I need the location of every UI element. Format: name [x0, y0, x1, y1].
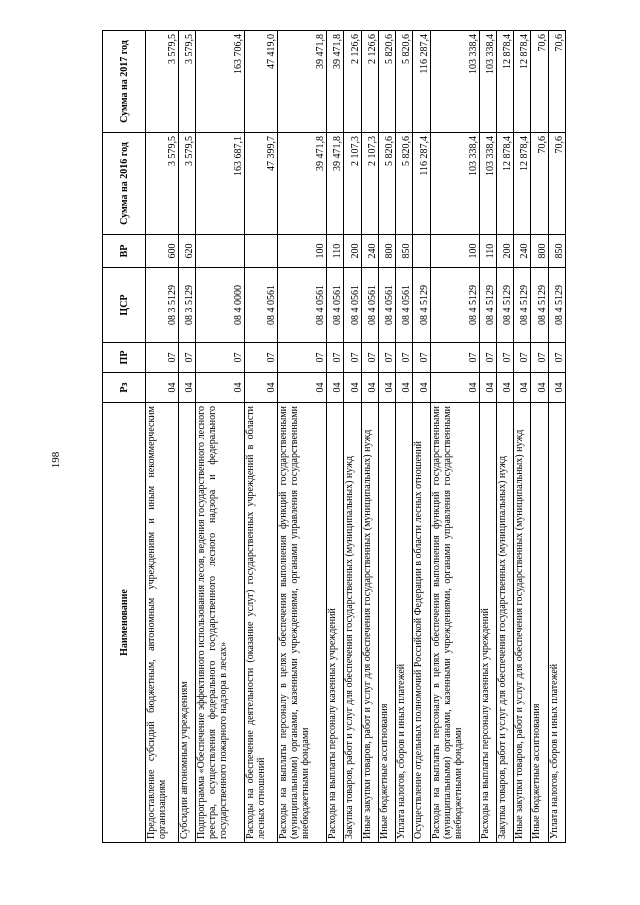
table-cell-name: Расходы на выплаты персоналу казенных учреждений [327, 403, 344, 843]
table-cell-rz: 04 [245, 373, 278, 403]
table-cell-sum-2016: 2 107,3 [361, 133, 378, 235]
table-cell-pr: 07 [146, 343, 179, 373]
table-cell-csr: 08 4 0561 [378, 268, 395, 343]
table-cell-vr: 100 [430, 235, 479, 268]
table-cell-sum-2017: 39 471,8 [278, 31, 327, 133]
table-cell-name: Иные бюджетные ассигнования [531, 403, 548, 843]
table-cell-csr: 08 4 5129 [531, 268, 548, 343]
table-cell-sum-2016: 70,6 [548, 133, 565, 235]
table-cell-csr: 08 4 0561 [396, 268, 413, 343]
table-cell-sum-2017: 163 706,4 [196, 31, 245, 133]
table-cell-sum-2017: 70,6 [548, 31, 565, 133]
table-cell-sum-2017: 3 579,5 [179, 31, 196, 133]
table-cell-sum-2016: 3 579,5 [146, 133, 179, 235]
table-cell-name: Субсидии автономным учреждениям [179, 403, 196, 843]
table-cell-pr: 07 [548, 343, 565, 373]
table-cell-name: Иные закупки товаров, работ и услуг для обеспечения государственных (муниципальных) нужд [514, 403, 531, 843]
table-cell-name: Расходы на обеспечение деятельности (оказание услуг) государственных учреждений в области лесных отношений [245, 403, 278, 843]
table-cell-rz: 04 [479, 373, 496, 403]
table-cell-sum-2017: 116 287,4 [413, 31, 430, 133]
table-row [531, 31, 548, 843]
table-cell-name: Уплата налогов, сборов и иных платежей [396, 403, 413, 843]
table-cell-name: Осуществление отдельных полномочий Российской Федерации в области лесных отношений [413, 403, 430, 843]
table-row [179, 31, 196, 843]
header-sum-2017: Сумма на 2017 год [103, 31, 146, 133]
table-cell-pr: 07 [430, 343, 479, 373]
table-cell-sum-2016: 103 338,4 [479, 133, 496, 235]
table-cell-rz: 04 [327, 373, 344, 403]
table-cell-sum-2017: 70,6 [531, 31, 548, 133]
table-cell-pr: 07 [327, 343, 344, 373]
table-cell-sum-2016: 12 878,4 [496, 133, 513, 235]
table-cell-vr: 800 [378, 235, 395, 268]
table-cell-vr: 850 [548, 235, 565, 268]
table-cell-rz: 04 [146, 373, 179, 403]
table-row [514, 31, 531, 843]
table-cell-sum-2016: 5 820,6 [378, 133, 395, 235]
table-row [413, 31, 430, 843]
table-cell-pr: 07 [396, 343, 413, 373]
table-cell-sum-2016: 3 579,5 [179, 133, 196, 235]
table-cell-csr: 08 4 5129 [548, 268, 565, 343]
table-cell-sum-2016: 12 878,4 [514, 133, 531, 235]
table-cell-csr: 08 3 5129 [179, 268, 196, 343]
table-cell-sum-2017: 47 419,0 [245, 31, 278, 133]
table-cell-csr: 08 4 5129 [413, 268, 430, 343]
table-cell-vr: 200 [496, 235, 513, 268]
table-cell-vr: 110 [479, 235, 496, 268]
table-cell-rz: 04 [430, 373, 479, 403]
table-row [196, 31, 245, 843]
table-cell-pr: 07 [514, 343, 531, 373]
table-cell-sum-2016: 47 399,7 [245, 133, 278, 235]
table-cell-name: Предоставление субсидий бюджетным, автономным учреждениям и иным некоммерческим организациям [146, 403, 179, 843]
table-cell-sum-2017: 2 126,6 [344, 31, 361, 133]
table-cell-rz: 04 [496, 373, 513, 403]
table-cell-rz: 04 [196, 373, 245, 403]
header-sum-2016: Сумма на 2016 год [103, 133, 146, 235]
table-cell-csr: 08 4 5129 [514, 268, 531, 343]
table-cell-csr: 08 4 5129 [496, 268, 513, 343]
table-row [245, 31, 278, 843]
table-cell-sum-2017: 12 878,4 [514, 31, 531, 133]
table-cell-csr: 08 3 5129 [146, 268, 179, 343]
table-cell-pr: 07 [531, 343, 548, 373]
header-pr: ПР [103, 343, 146, 373]
table-cell-name: Подпрограмма «Обеспечение эффективного использования лесов, ведения государственного лесного реестра, осуществления федерального государственного лесного надзора и федерального государственного пожарного надзора в лесах» [196, 403, 245, 843]
table-cell-rz: 04 [396, 373, 413, 403]
table-cell-name: Уплата налогов, сборов и иных платежей [548, 403, 565, 843]
table-cell-vr: 240 [514, 235, 531, 268]
rotated-table-wrapper [102, 31, 566, 843]
table-cell-sum-2017: 12 878,4 [496, 31, 513, 133]
table-cell-sum-2016: 5 820,6 [396, 133, 413, 235]
table-cell-vr [245, 235, 278, 268]
table-cell-name: Закупка товаров, работ и услуг для обеспечения государственных (муниципальных) нужд [344, 403, 361, 843]
table-cell-rz: 04 [278, 373, 327, 403]
table-cell-csr: 08 4 0561 [278, 268, 327, 343]
table-cell-rz: 04 [361, 373, 378, 403]
table-row [548, 31, 565, 843]
table-cell-sum-2016: 2 107,3 [344, 133, 361, 235]
table-cell-name: Иные бюджетные ассигнования [378, 403, 395, 843]
table-cell-sum-2017: 5 820,6 [396, 31, 413, 133]
table-cell-vr [196, 235, 245, 268]
table-row [327, 31, 344, 843]
table-cell-rz: 04 [548, 373, 565, 403]
table-cell-name: Расходы на выплаты персоналу в целях обеспечения выполнения функций государственными (муниципальными) органами, казенными учреждениями, органами управления государственными внебюджетными фондами [278, 403, 327, 843]
header-rz: Рз [103, 373, 146, 403]
table-cell-pr: 07 [196, 343, 245, 373]
table-cell-name: Расходы на выплаты персоналу казенных учреждений [479, 403, 496, 843]
table-row [361, 31, 378, 843]
table-cell-pr: 07 [378, 343, 395, 373]
table-cell-sum-2016: 163 687,1 [196, 133, 245, 235]
header-vr: ВР [103, 235, 146, 268]
table-cell-sum-2016: 70,6 [531, 133, 548, 235]
table-cell-rz: 04 [179, 373, 196, 403]
table-row [146, 31, 179, 843]
table-cell-vr: 850 [396, 235, 413, 268]
table-cell-pr: 07 [413, 343, 430, 373]
table-cell-vr: 110 [327, 235, 344, 268]
table-cell-vr: 200 [344, 235, 361, 268]
table-cell-sum-2016: 39 471,8 [327, 133, 344, 235]
table-cell-csr: 08 4 0561 [361, 268, 378, 343]
table-cell-pr: 07 [344, 343, 361, 373]
header-csr: ЦСР [103, 268, 146, 343]
table-cell-pr: 07 [496, 343, 513, 373]
table-cell-pr: 07 [361, 343, 378, 373]
table-body [146, 31, 566, 843]
table-cell-vr: 100 [278, 235, 327, 268]
table-cell-rz: 04 [344, 373, 361, 403]
table-cell-csr: 08 4 0561 [245, 268, 278, 343]
table-cell-vr [413, 235, 430, 268]
table-row [378, 31, 395, 843]
table-cell-pr: 07 [278, 343, 327, 373]
table-cell-vr: 600 [146, 235, 179, 268]
table-cell-csr: 08 4 5129 [430, 268, 479, 343]
table-cell-csr: 08 4 5129 [479, 268, 496, 343]
table-cell-sum-2017: 2 126,6 [361, 31, 378, 133]
table-cell-vr: 240 [361, 235, 378, 268]
table-cell-pr: 07 [179, 343, 196, 373]
table-cell-csr: 08 4 0000 [196, 268, 245, 343]
table-cell-name: Расходы на выплаты персоналу в целях обеспечения выполнения функций государственными (муниципальными) органами, казенными учреждениями, органами управления государственными внебюджетными фондами [430, 403, 479, 843]
table-cell-vr: 620 [179, 235, 196, 268]
table-cell-sum-2017: 3 579,5 [146, 31, 179, 133]
table-cell-sum-2016: 116 287,4 [413, 133, 430, 235]
table-cell-csr: 08 4 0561 [344, 268, 361, 343]
table-cell-sum-2016: 39 471,8 [278, 133, 327, 235]
table-cell-name: Иные закупки товаров, работ и услуг для обеспечения государственных (муниципальных) нужд [361, 403, 378, 843]
table-cell-csr: 08 4 0561 [327, 268, 344, 343]
table-cell-rz: 04 [514, 373, 531, 403]
table-header-row [103, 31, 146, 843]
table-cell-sum-2017: 5 820,6 [378, 31, 395, 133]
table-cell-sum-2017: 103 338,4 [430, 31, 479, 133]
table-row [396, 31, 413, 843]
table-cell-sum-2017: 39 471,8 [327, 31, 344, 133]
table-row [496, 31, 513, 843]
page-number: 198 [50, 451, 62, 469]
table-row [278, 31, 327, 843]
table-cell-sum-2016: 103 338,4 [430, 133, 479, 235]
header-name: Наименование [103, 403, 146, 843]
table-cell-vr: 800 [531, 235, 548, 268]
table-row [430, 31, 479, 843]
table-cell-name: Закупка товаров, работ и услуг для обеспечения государственных (муниципальных) нужд [496, 403, 513, 843]
table-cell-sum-2017: 103 338,4 [479, 31, 496, 133]
table-cell-rz: 04 [531, 373, 548, 403]
table-cell-rz: 04 [413, 373, 430, 403]
table-row [479, 31, 496, 843]
table-row [344, 31, 361, 843]
table-cell-rz: 04 [378, 373, 395, 403]
table-cell-pr: 07 [479, 343, 496, 373]
table-cell-pr: 07 [245, 343, 278, 373]
budget-table [102, 30, 566, 843]
